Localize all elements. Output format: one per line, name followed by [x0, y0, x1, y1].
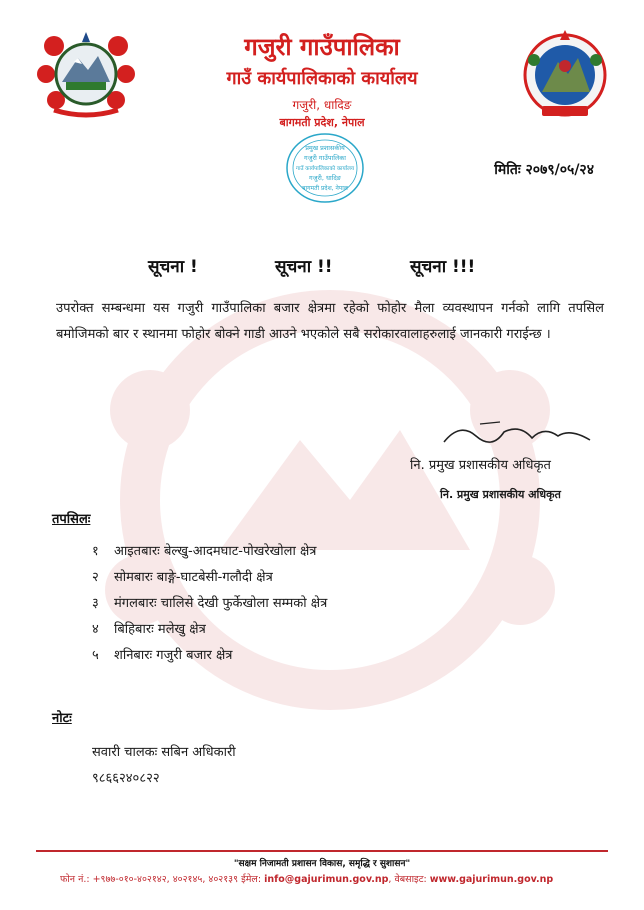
stamp-line: गाउँ कार्यपालिकाको कार्यालय	[295, 166, 355, 172]
notice-word: सूचना !	[148, 257, 198, 277]
item-number: २	[92, 570, 99, 585]
stamp-line: बागमती प्रदेश, नेपाल	[302, 185, 348, 192]
office-stamp-icon	[282, 128, 368, 208]
note-label: नोटः	[52, 711, 72, 726]
item-number: ५	[92, 648, 99, 663]
list-item	[92, 644, 327, 670]
item-number: ३	[92, 596, 99, 611]
list-item	[92, 592, 327, 618]
signatory-title: नि. प्रमुख प्रशासकीय अधिकृत	[410, 458, 551, 473]
item-text: शनिबारः गजुरी बजार क्षेत्र	[114, 648, 233, 663]
footer-email-link[interactable]: info@gajurimun.gov.np	[264, 874, 389, 885]
letter-date: मितिः २०७९/०५/२४	[494, 162, 594, 178]
notice-heading	[0, 254, 644, 278]
footer-contact	[60, 872, 620, 885]
item-text: आइतबारः बेल्खु-आदमघाट-पोखरेखोला क्षेत्र	[114, 544, 317, 559]
list-item	[92, 618, 327, 644]
notice-word: सूचना !!!	[410, 257, 476, 277]
item-text: मंगलबारः चालिसे देखी फुर्केखोला सम्मको क्षेत्र	[114, 596, 328, 611]
item-text: सोमबारः बाङ्गे-घाटबेसी-गलौदी क्षेत्र	[114, 570, 273, 585]
footer-phone: फोन नं.: +९७७-०१०-४०२१४२, ४०२१४५, ४०२१३९	[60, 874, 239, 885]
list-item	[92, 540, 327, 566]
details-label: तपसिलः	[52, 512, 91, 527]
signature-icon	[440, 418, 600, 448]
footer-website-label: , वेबसाइट:	[388, 874, 427, 885]
schedule-list	[92, 540, 327, 670]
item-text: बिहिबारः मलेखु क्षेत्र	[114, 622, 206, 637]
footer-motto: "सक्षम निजामती प्रशासन विकास, समृद्धि र सुशासन"	[233, 859, 411, 869]
office-province: बागमती प्रदेश, नेपाल	[279, 116, 365, 129]
notice-word: सूचना !!	[275, 257, 333, 277]
driver-phone: ९८६६२४०८२२	[92, 771, 160, 786]
stamp-line: गजुरी, धादिङ	[309, 174, 341, 182]
signatory-title-printed: नि. प्रमुख प्रशासकीय अधिकृत	[440, 488, 561, 501]
list-item	[92, 566, 327, 592]
driver-name: सवारी चालकः सबिन अधिकारी	[92, 745, 236, 760]
office-title: गजुरी गाउँपालिका	[244, 33, 400, 61]
notice-body: उपरोक्त सम्बन्धमा यस गजुरी गाउँपालिका बजार क्षेत्रमा रहेको फोहोर मैला व्यवस्थापन गर्नको लागि तपसिल बमोजिमको बार र स्थानमा फोहोर बोक्ने गाडी आउने भएकोले सबै सरोकारवालाहरुलाई जानकारी गराईन्छ ।	[56, 301, 604, 342]
item-number: १	[92, 544, 99, 559]
office-subtitle: गाउँ कार्यपालिकाको कार्यालय	[226, 68, 418, 89]
footer-website-link[interactable]: www.gajurimun.gov.np	[429, 874, 554, 885]
footer-email-label: ईमेल:	[241, 874, 262, 885]
stamp-line: गजुरी गाउँपालिका	[304, 154, 346, 162]
driver-info	[92, 740, 236, 792]
item-number: ४	[92, 622, 99, 637]
office-place: गजुरी, धादिङ	[292, 98, 352, 112]
footer-divider	[36, 850, 608, 852]
stamp-line: प्रमुख प्रशासकीय	[305, 144, 345, 152]
